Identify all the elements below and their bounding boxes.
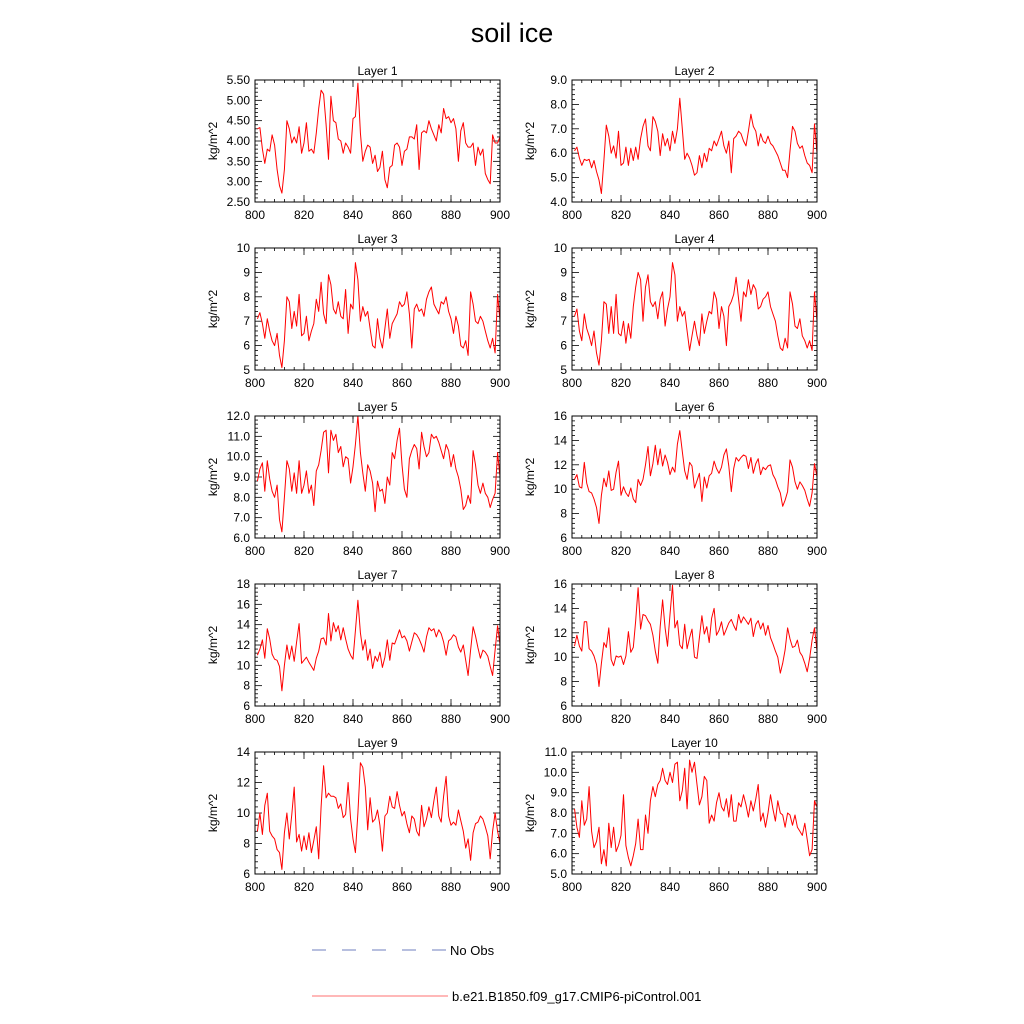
panel-title: Layer 1 — [357, 64, 398, 78]
plot-frame — [572, 416, 817, 538]
x-tick-label: 840 — [659, 544, 681, 558]
y-tick-label: 10 — [553, 482, 567, 497]
y-tick-label: 10 — [236, 241, 250, 255]
panel-layer-9 — [206, 736, 510, 894]
y-tick-label: 3.50 — [226, 154, 250, 169]
y-tick-label: 7.0 — [233, 510, 250, 525]
y-tick-label: 14 — [236, 745, 250, 759]
x-tick-label: 820 — [610, 712, 632, 726]
x-tick-label: 840 — [342, 712, 364, 726]
x-tick-label: 800 — [244, 880, 266, 894]
y-tick-label: 14 — [553, 601, 567, 616]
x-tick-label: 800 — [244, 208, 266, 222]
x-tick-label: 900 — [489, 880, 511, 894]
y-tick-label: 7 — [243, 314, 250, 329]
y-tick-label: 8 — [243, 836, 250, 851]
y-tick-label: 6 — [560, 531, 567, 545]
x-tick-label: 840 — [659, 208, 681, 222]
x-tick-label: 860 — [391, 544, 413, 558]
y-axis-label: kg/m^2 — [523, 121, 537, 161]
x-tick-label: 860 — [391, 880, 413, 894]
x-tick-label: 840 — [659, 376, 681, 390]
x-tick-label: 900 — [489, 544, 511, 558]
x-tick-label: 880 — [440, 712, 462, 726]
y-tick-label: 10 — [553, 650, 567, 665]
y-axis-label: kg/m^2 — [206, 121, 220, 161]
y-tick-label: 5.50 — [226, 73, 250, 87]
y-tick-label: 16 — [236, 597, 250, 612]
x-tick-label: 820 — [293, 376, 315, 390]
y-tick-label: 5.0 — [550, 867, 567, 881]
x-tick-label: 900 — [806, 376, 828, 390]
x-tick-label: 900 — [806, 880, 828, 894]
x-tick-label: 860 — [391, 712, 413, 726]
panel-title: Layer 6 — [674, 400, 715, 414]
y-tick-label: 18 — [236, 577, 250, 591]
panel-title: Layer 4 — [674, 232, 715, 246]
y-tick-label: 9 — [243, 265, 250, 280]
series-line-layer-6 — [575, 431, 818, 524]
x-tick-label: 840 — [659, 712, 681, 726]
x-tick-label: 880 — [757, 208, 779, 222]
y-axis-label: kg/m^2 — [206, 289, 220, 329]
x-tick-label: 800 — [244, 712, 266, 726]
series-line-layer-9 — [257, 763, 500, 870]
panel-layer-6 — [523, 400, 827, 558]
x-tick-label: 840 — [342, 544, 364, 558]
y-axis-label: kg/m^2 — [206, 793, 220, 833]
x-tick-label: 900 — [489, 208, 511, 222]
series-line-layer-8 — [575, 585, 818, 686]
y-tick-label: 6 — [243, 338, 250, 353]
plot-frame — [255, 416, 500, 538]
x-tick-label: 900 — [489, 376, 511, 390]
series-line-layer-10 — [575, 760, 818, 866]
panel-title: Layer 7 — [357, 568, 398, 582]
panel-layer-4 — [523, 232, 827, 390]
plot-frame — [255, 248, 500, 370]
x-tick-label: 840 — [342, 376, 364, 390]
x-tick-label: 880 — [757, 712, 779, 726]
x-tick-label: 800 — [244, 544, 266, 558]
y-tick-label: 11.0 — [227, 429, 250, 444]
y-tick-label: 7.0 — [550, 121, 567, 136]
y-tick-label: 14 — [553, 433, 567, 448]
legend-item-model — [312, 989, 701, 1004]
x-tick-label: 860 — [708, 544, 730, 558]
x-tick-label: 880 — [440, 880, 462, 894]
x-tick-label: 900 — [806, 544, 828, 558]
x-tick-label: 800 — [561, 712, 583, 726]
y-tick-label: 5.00 — [226, 93, 250, 108]
panel-title: Layer 3 — [357, 232, 398, 246]
x-tick-label: 820 — [610, 208, 632, 222]
x-tick-label: 880 — [757, 376, 779, 390]
y-tick-label: 10.0 — [543, 765, 567, 780]
x-tick-label: 880 — [440, 376, 462, 390]
y-tick-label: 6 — [560, 699, 567, 713]
x-tick-label: 880 — [440, 544, 462, 558]
y-tick-label: 8 — [243, 289, 250, 304]
y-tick-label: 10.0 — [226, 449, 250, 464]
y-tick-label: 8.0 — [550, 97, 567, 112]
y-tick-label: 5.0 — [550, 170, 567, 185]
x-tick-label: 900 — [806, 208, 828, 222]
x-tick-label: 860 — [391, 376, 413, 390]
x-tick-label: 860 — [708, 880, 730, 894]
y-tick-label: 6.0 — [550, 846, 567, 861]
panel-layer-2 — [523, 64, 827, 222]
y-axis-label: kg/m^2 — [523, 457, 537, 497]
y-tick-label: 8 — [560, 506, 567, 521]
legend-label-no-obs: No Obs — [450, 943, 495, 958]
y-tick-label: 12 — [236, 638, 250, 652]
series-line-layer-5 — [257, 416, 500, 532]
y-tick-label: 5 — [243, 363, 250, 377]
y-tick-label: 8.0 — [233, 490, 250, 505]
y-tick-label: 9.0 — [550, 73, 567, 87]
y-axis-label: kg/m^2 — [523, 793, 537, 833]
x-tick-label: 860 — [708, 712, 730, 726]
y-tick-label: 9.0 — [550, 785, 567, 800]
series-line-layer-4 — [575, 263, 818, 366]
y-tick-label: 10 — [236, 806, 250, 820]
y-axis-label: kg/m^2 — [206, 457, 220, 497]
panel-title: Layer 2 — [674, 64, 715, 78]
panel-layer-10 — [523, 736, 827, 894]
panel-layer-7 — [206, 568, 510, 726]
plot-frame — [572, 80, 817, 202]
y-tick-label: 4.0 — [550, 195, 567, 209]
y-tick-label: 6 — [560, 338, 567, 353]
y-axis-label: kg/m^2 — [523, 625, 537, 665]
y-tick-label: 4.00 — [226, 134, 250, 148]
x-tick-label: 900 — [806, 712, 828, 726]
x-tick-label: 880 — [757, 544, 779, 558]
x-tick-label: 880 — [440, 208, 462, 222]
panel-title: Layer 9 — [357, 736, 398, 750]
series-line-layer-2 — [575, 98, 818, 193]
x-tick-label: 820 — [293, 880, 315, 894]
y-tick-label: 8.0 — [550, 806, 567, 820]
y-tick-label: 4.50 — [226, 113, 250, 128]
series-line-layer-3 — [257, 263, 500, 368]
x-tick-label: 820 — [610, 376, 632, 390]
y-tick-label: 8 — [560, 289, 567, 304]
y-tick-label: 12 — [553, 457, 567, 472]
y-tick-label: 16 — [553, 409, 567, 423]
legend-item-no-obs — [312, 943, 495, 958]
x-tick-label: 820 — [610, 880, 632, 894]
y-tick-label: 3.00 — [226, 174, 250, 189]
x-tick-label: 840 — [342, 880, 364, 894]
y-tick-label: 9.0 — [233, 470, 250, 484]
panel-layer-5 — [206, 400, 510, 558]
y-tick-label: 12.0 — [226, 409, 250, 423]
x-tick-label: 860 — [708, 208, 730, 222]
x-tick-label: 800 — [561, 880, 583, 894]
panel-title: Layer 5 — [357, 400, 398, 414]
y-tick-label: 12 — [553, 625, 567, 640]
y-tick-label: 6.0 — [233, 531, 250, 545]
x-tick-label: 840 — [659, 880, 681, 894]
x-tick-label: 840 — [342, 208, 364, 222]
figure-title: soil ice — [470, 18, 554, 48]
series-line-layer-1 — [257, 83, 500, 193]
x-tick-label: 820 — [293, 208, 315, 222]
y-tick-label: 6 — [243, 699, 250, 713]
y-tick-label: 10 — [553, 241, 567, 255]
y-tick-label: 8 — [560, 674, 567, 689]
y-axis-label: kg/m^2 — [206, 625, 220, 665]
x-tick-label: 800 — [244, 376, 266, 390]
y-tick-label: 16 — [553, 577, 567, 591]
y-tick-label: 7 — [560, 314, 567, 329]
panel-title: Layer 8 — [674, 568, 715, 582]
y-tick-label: 6 — [243, 867, 250, 881]
plot-frame — [572, 584, 817, 706]
panel-layer-8 — [523, 568, 827, 726]
plot-frame — [572, 248, 817, 370]
x-tick-label: 820 — [293, 544, 315, 558]
x-tick-label: 800 — [561, 208, 583, 222]
x-tick-label: 800 — [561, 544, 583, 558]
panel-layer-1 — [206, 64, 510, 222]
y-tick-label: 8 — [243, 678, 250, 693]
y-tick-label: 10 — [236, 658, 250, 673]
y-tick-label: 2.50 — [226, 195, 250, 209]
panel-title: Layer 10 — [671, 736, 718, 750]
x-tick-label: 820 — [293, 712, 315, 726]
x-tick-label: 860 — [391, 208, 413, 222]
y-tick-label: 5 — [560, 363, 567, 377]
series-line-layer-7 — [257, 600, 500, 691]
x-tick-label: 880 — [757, 880, 779, 894]
panel-layer-3 — [206, 232, 510, 390]
panels-grid — [206, 64, 827, 894]
x-tick-label: 900 — [489, 712, 511, 726]
y-tick-label: 12 — [236, 775, 250, 790]
y-axis-label: kg/m^2 — [523, 289, 537, 329]
legend — [312, 943, 701, 1004]
y-tick-label: 9 — [560, 265, 567, 280]
x-tick-label: 820 — [610, 544, 632, 558]
y-tick-label: 6.0 — [550, 146, 567, 161]
legend-label-model: b.e21.B1850.f09_g17.CMIP6-piControl.001 — [452, 989, 702, 1004]
y-tick-label: 11.0 — [544, 745, 567, 759]
x-tick-label: 800 — [561, 376, 583, 390]
y-tick-label: 7.0 — [550, 826, 567, 841]
x-tick-label: 860 — [708, 376, 730, 390]
y-tick-label: 14 — [236, 617, 250, 632]
